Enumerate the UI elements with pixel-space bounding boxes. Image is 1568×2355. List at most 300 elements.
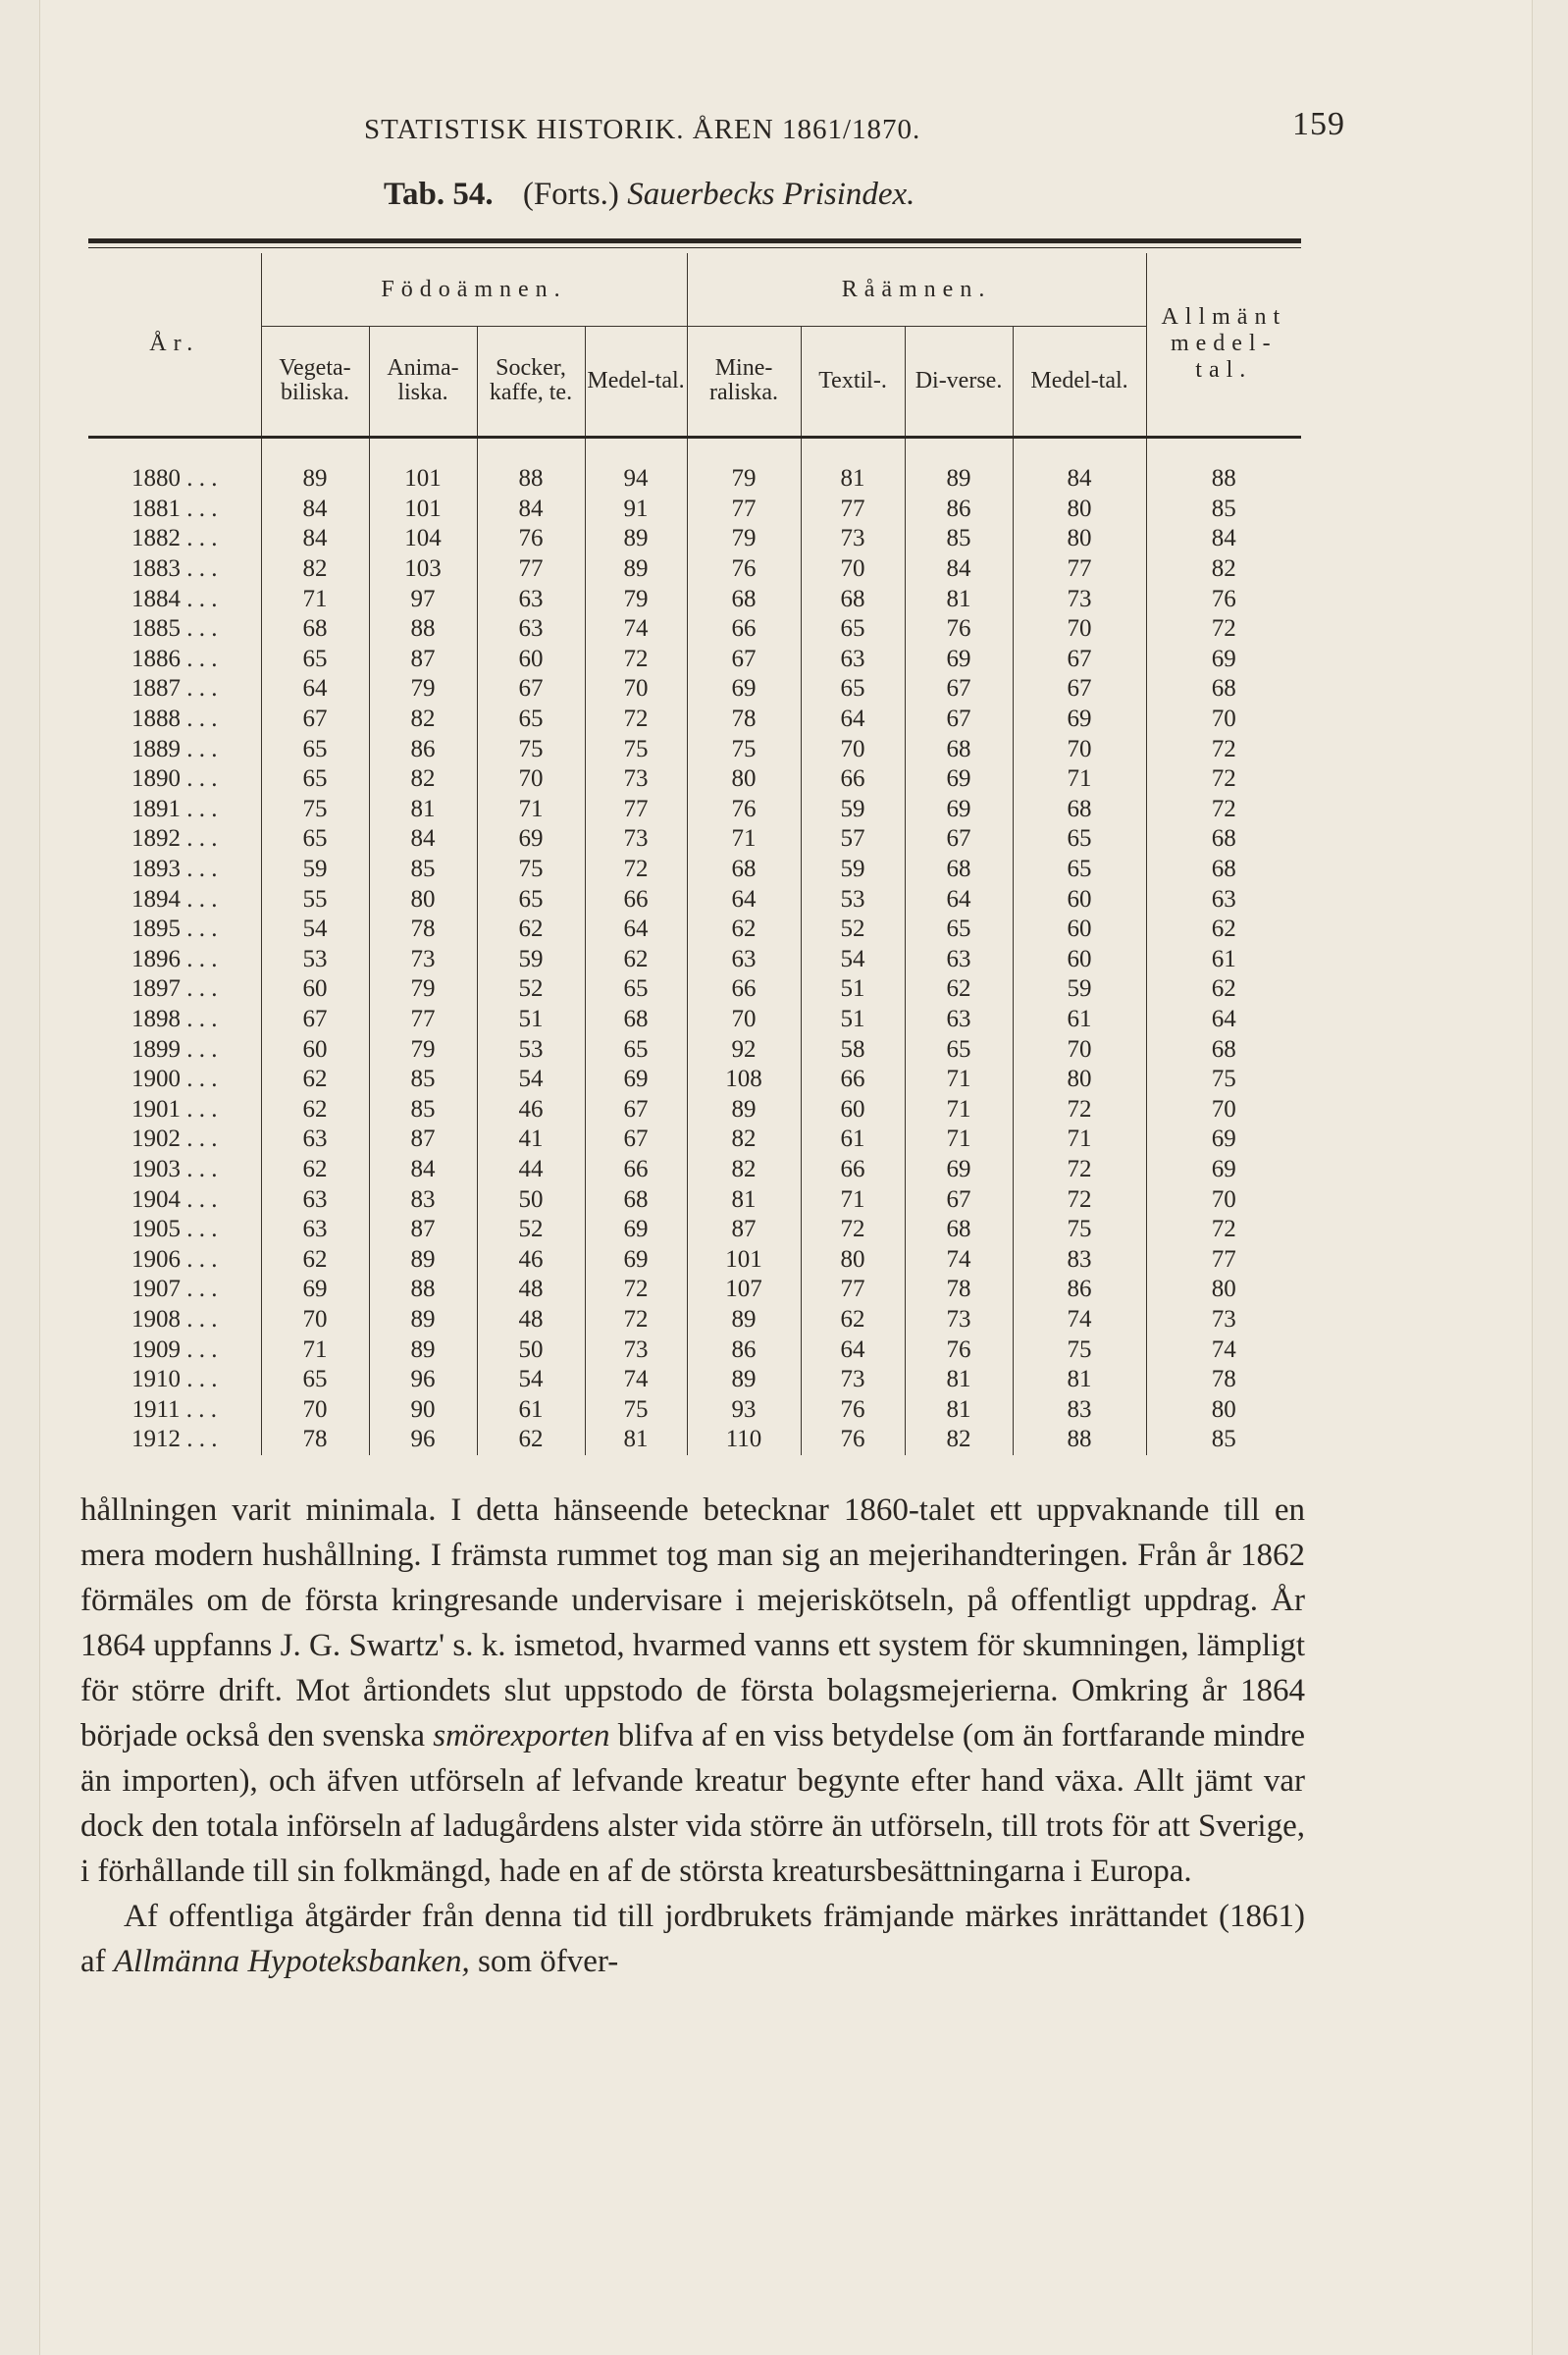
- cell-veg: 59: [261, 855, 369, 885]
- cell-all: 68: [1146, 674, 1301, 705]
- cell-mf: 67: [585, 1125, 687, 1155]
- cell-div: 67: [905, 824, 1013, 855]
- cell-min: 82: [687, 1125, 801, 1155]
- cell-tex: 60: [801, 1094, 905, 1125]
- cell-veg: 65: [261, 1365, 369, 1395]
- cell-min: 110: [687, 1425, 801, 1455]
- cell-all: 73: [1146, 1305, 1301, 1335]
- cell-soc: 67: [477, 674, 585, 705]
- cell-div: 67: [905, 705, 1013, 735]
- cell-year: 1886 . . .: [131, 645, 218, 672]
- cell-ani: 101: [369, 464, 477, 495]
- cell-ani: 84: [369, 1155, 477, 1185]
- body-text: [80, 1488, 1305, 1984]
- cell-soc: 69: [477, 824, 585, 855]
- cell-ani: 88: [369, 1275, 477, 1305]
- cell-min: 66: [687, 974, 801, 1005]
- cell-year: 1894 . . .: [131, 885, 218, 913]
- cell-tex: 58: [801, 1034, 905, 1065]
- cell-ani: 85: [369, 1065, 477, 1095]
- cell-mr: 65: [1013, 824, 1146, 855]
- cell-all: 75: [1146, 1065, 1301, 1095]
- cell-min: 108: [687, 1065, 801, 1095]
- cell-min: 77: [687, 495, 801, 525]
- cell-ani: 79: [369, 974, 477, 1005]
- cell-mf: 91: [585, 495, 687, 525]
- cell-all: 69: [1146, 1155, 1301, 1185]
- paragraph-1-end: blifva af en viss betydelse (om än fortfarande mindre än importen), och äfven utförseln af lefvande kreatur begynte efter hand växa. Allt jämt var dock den totala införseln af ladugårdens alster vida större än utförseln, till trots för att Sverige, i förhållande till sin folkmängd, hade en af de största kreatursbesättningarna i Europa.: [80, 1718, 1305, 1889]
- cell-mr: 68: [1013, 795, 1146, 825]
- cell-ani: 79: [369, 674, 477, 705]
- cell-veg: 62: [261, 1155, 369, 1185]
- cell-veg: 70: [261, 1305, 369, 1335]
- cell-mf: 69: [585, 1215, 687, 1245]
- cell-min: 89: [687, 1365, 801, 1395]
- cell-all: 74: [1146, 1334, 1301, 1365]
- table-row: [88, 764, 1301, 795]
- cell-ani: 88: [369, 614, 477, 645]
- cell-veg: 84: [261, 524, 369, 554]
- cell-year: 1897 . . .: [131, 975, 218, 1003]
- header-vegetabiliska: Vegeta-biliska.: [261, 327, 369, 436]
- cell-min: 107: [687, 1275, 801, 1305]
- cell-div: 85: [905, 524, 1013, 554]
- cell-mf: 77: [585, 795, 687, 825]
- header-diverse: Di-verse.: [905, 327, 1013, 436]
- cell-all: 76: [1146, 584, 1301, 614]
- cell-tex: 72: [801, 1215, 905, 1245]
- cell-min: 81: [687, 1184, 801, 1215]
- cell-all: 72: [1146, 734, 1301, 764]
- cell-mr: 86: [1013, 1275, 1146, 1305]
- cell-all: 72: [1146, 1215, 1301, 1245]
- header-year: År.: [149, 331, 200, 356]
- table-row: [88, 974, 1301, 1005]
- cell-mr: 83: [1013, 1244, 1146, 1275]
- price-index-table: [88, 253, 1301, 1455]
- cell-soc: 54: [477, 1365, 585, 1395]
- cell-veg: 63: [261, 1125, 369, 1155]
- cell-veg: 70: [261, 1394, 369, 1425]
- cell-year: 1889 . . .: [131, 735, 218, 762]
- cell-mf: 75: [585, 734, 687, 764]
- cell-min: 76: [687, 554, 801, 585]
- cell-ani: 87: [369, 645, 477, 675]
- cell-tex: 64: [801, 705, 905, 735]
- cell-min: 68: [687, 584, 801, 614]
- cell-veg: 63: [261, 1184, 369, 1215]
- table-row: [88, 1244, 1301, 1275]
- cell-min: 101: [687, 1244, 801, 1275]
- table-row: [88, 915, 1301, 945]
- header-socker: Socker, kaffe, te.: [477, 327, 585, 436]
- running-head: [364, 106, 1345, 149]
- cell-tex: 63: [801, 645, 905, 675]
- cell-year: 1903 . . .: [131, 1155, 218, 1182]
- cell-min: 89: [687, 1094, 801, 1125]
- cell-tex: 66: [801, 1065, 905, 1095]
- cell-mr: 80: [1013, 1065, 1146, 1095]
- table-row: [88, 795, 1301, 825]
- cell-soc: 88: [477, 464, 585, 495]
- cell-soc: 59: [477, 945, 585, 975]
- cell-mr: 70: [1013, 734, 1146, 764]
- table-top-rule-thin: [88, 247, 1301, 248]
- cell-veg: 71: [261, 584, 369, 614]
- cell-mf: 69: [585, 1244, 687, 1275]
- cell-tex: 80: [801, 1244, 905, 1275]
- cell-year: 1906 . . .: [131, 1245, 218, 1273]
- cell-div: 78: [905, 1275, 1013, 1305]
- cell-tex: 77: [801, 495, 905, 525]
- table-row: [88, 1394, 1301, 1425]
- cell-ani: 81: [369, 795, 477, 825]
- cell-veg: 64: [261, 674, 369, 705]
- cell-year: 1912 . . .: [131, 1426, 218, 1453]
- cell-div: 68: [905, 734, 1013, 764]
- cell-mf: 72: [585, 1275, 687, 1305]
- cell-year: 1896 . . .: [131, 945, 218, 972]
- cell-year: 1904 . . .: [131, 1185, 218, 1213]
- cell-all: 77: [1146, 1244, 1301, 1275]
- cell-min: 79: [687, 524, 801, 554]
- cell-div: 69: [905, 795, 1013, 825]
- cell-min: 71: [687, 824, 801, 855]
- cell-mf: 73: [585, 1334, 687, 1365]
- cell-year: 1898 . . .: [131, 1005, 218, 1032]
- cell-mr: 80: [1013, 495, 1146, 525]
- cell-ani: 96: [369, 1365, 477, 1395]
- cell-tex: 76: [801, 1425, 905, 1455]
- table-title: Sauerbecks Prisindex.: [627, 177, 915, 212]
- cell-mf: 72: [585, 645, 687, 675]
- cell-veg: 55: [261, 884, 369, 915]
- cell-ani: 83: [369, 1184, 477, 1215]
- cell-div: 65: [905, 915, 1013, 945]
- cell-year: 1911 . . .: [131, 1395, 218, 1423]
- cell-tex: 81: [801, 464, 905, 495]
- cell-min: 87: [687, 1215, 801, 1245]
- cell-ani: 87: [369, 1215, 477, 1245]
- cell-soc: 52: [477, 974, 585, 1005]
- cell-all: 85: [1146, 495, 1301, 525]
- cell-mf: 79: [585, 584, 687, 614]
- cell-tex: 59: [801, 795, 905, 825]
- cell-soc: 76: [477, 524, 585, 554]
- cell-year: 1892 . . .: [131, 825, 218, 853]
- cell-mr: 60: [1013, 945, 1146, 975]
- cell-mr: 77: [1013, 554, 1146, 585]
- cell-veg: 65: [261, 764, 369, 795]
- cell-mf: 62: [585, 945, 687, 975]
- cell-tex: 70: [801, 554, 905, 585]
- table-row: [88, 1334, 1301, 1365]
- cell-mr: 61: [1013, 1005, 1146, 1035]
- paragraph-2-end: som öfver-: [478, 1944, 619, 1979]
- cell-veg: 65: [261, 645, 369, 675]
- cell-all: 78: [1146, 1365, 1301, 1395]
- cell-all: 72: [1146, 795, 1301, 825]
- cell-all: 70: [1146, 1184, 1301, 1215]
- cell-mf: 73: [585, 764, 687, 795]
- cell-mr: 60: [1013, 915, 1146, 945]
- cell-min: 82: [687, 1155, 801, 1185]
- table-row: [88, 1155, 1301, 1185]
- cell-mf: 68: [585, 1005, 687, 1035]
- cell-soc: 60: [477, 645, 585, 675]
- cell-ani: 85: [369, 1094, 477, 1125]
- cell-min: 68: [687, 855, 801, 885]
- cell-min: 89: [687, 1305, 801, 1335]
- cell-div: 86: [905, 495, 1013, 525]
- cell-tex: 62: [801, 1305, 905, 1335]
- cell-tex: 59: [801, 855, 905, 885]
- cell-all: 70: [1146, 1094, 1301, 1125]
- cell-tex: 64: [801, 1334, 905, 1365]
- cell-mr: 75: [1013, 1215, 1146, 1245]
- cell-tex: 68: [801, 584, 905, 614]
- table-row: [88, 1005, 1301, 1035]
- cell-div: 69: [905, 645, 1013, 675]
- cell-year: 1880 . . .: [131, 465, 218, 493]
- cell-mr: 75: [1013, 1334, 1146, 1365]
- cell-mr: 88: [1013, 1425, 1146, 1455]
- cell-mr: 80: [1013, 524, 1146, 554]
- table-row: [88, 554, 1301, 585]
- cell-veg: 60: [261, 1034, 369, 1065]
- table-row: [88, 1365, 1301, 1395]
- cell-div: 69: [905, 764, 1013, 795]
- table-row: [88, 495, 1301, 525]
- cell-veg: 89: [261, 464, 369, 495]
- cell-min: 70: [687, 1005, 801, 1035]
- cell-ani: 73: [369, 945, 477, 975]
- cell-mr: 59: [1013, 974, 1146, 1005]
- cell-mr: 84: [1013, 464, 1146, 495]
- table-row: [88, 1094, 1301, 1125]
- cell-soc: 65: [477, 884, 585, 915]
- cell-soc: 75: [477, 855, 585, 885]
- cell-min: 79: [687, 464, 801, 495]
- table-row: [88, 1305, 1301, 1335]
- table-row: [88, 855, 1301, 885]
- cell-mr: 60: [1013, 884, 1146, 915]
- cell-all: 68: [1146, 1034, 1301, 1065]
- cell-min: 75: [687, 734, 801, 764]
- table-row: [88, 524, 1301, 554]
- table-row: [88, 824, 1301, 855]
- cell-mf: 70: [585, 674, 687, 705]
- cell-mf: 74: [585, 1365, 687, 1395]
- cell-tex: 73: [801, 1365, 905, 1395]
- cell-ani: 90: [369, 1394, 477, 1425]
- table-row: [88, 734, 1301, 764]
- cell-year: 1909 . . .: [131, 1335, 218, 1363]
- cell-mr: 67: [1013, 674, 1146, 705]
- cell-min: 86: [687, 1334, 801, 1365]
- paragraph-2-italic: Allmänna Hypoteksbanken,: [113, 1944, 470, 1979]
- cell-div: 68: [905, 1215, 1013, 1245]
- cell-soc: 48: [477, 1305, 585, 1335]
- cell-tex: 77: [801, 1275, 905, 1305]
- cell-div: 63: [905, 945, 1013, 975]
- cell-div: 89: [905, 464, 1013, 495]
- cell-div: 65: [905, 1034, 1013, 1065]
- cell-year: 1884 . . .: [131, 585, 218, 612]
- cell-div: 82: [905, 1425, 1013, 1455]
- cell-all: 68: [1146, 824, 1301, 855]
- table-forts: (Forts.): [522, 177, 619, 212]
- cell-ani: 80: [369, 884, 477, 915]
- cell-tex: 71: [801, 1184, 905, 1215]
- cell-year: 1882 . . .: [131, 525, 218, 552]
- table-label: Tab. 54.: [384, 177, 494, 212]
- table-row: [88, 1125, 1301, 1155]
- header-medeltal-raw: Medel-tal.: [1013, 327, 1146, 436]
- cell-mf: 74: [585, 614, 687, 645]
- cell-ani: 103: [369, 554, 477, 585]
- cell-veg: 75: [261, 795, 369, 825]
- running-head-title: STATISTISK HISTORIK. ÅREN 1861/1870.: [364, 114, 921, 145]
- cell-div: 71: [905, 1094, 1013, 1125]
- table-row: [88, 705, 1301, 735]
- cell-all: 72: [1146, 614, 1301, 645]
- cell-mr: 69: [1013, 705, 1146, 735]
- cell-tex: 53: [801, 884, 905, 915]
- cell-mr: 73: [1013, 584, 1146, 614]
- cell-mr: 72: [1013, 1094, 1146, 1125]
- cell-ani: 82: [369, 764, 477, 795]
- cell-div: 81: [905, 1365, 1013, 1395]
- cell-tex: 51: [801, 1005, 905, 1035]
- cell-mr: 70: [1013, 614, 1146, 645]
- cell-div: 67: [905, 1184, 1013, 1215]
- cell-ani: 78: [369, 915, 477, 945]
- cell-tex: 66: [801, 764, 905, 795]
- cell-all: 72: [1146, 764, 1301, 795]
- cell-soc: 52: [477, 1215, 585, 1245]
- cell-mr: 72: [1013, 1155, 1146, 1185]
- cell-mf: 67: [585, 1094, 687, 1125]
- cell-mr: 71: [1013, 1125, 1146, 1155]
- cell-min: 92: [687, 1034, 801, 1065]
- header-animaliska: Anima-liska.: [369, 327, 477, 436]
- cell-div: 76: [905, 614, 1013, 645]
- cell-min: 64: [687, 884, 801, 915]
- table-row: [88, 1065, 1301, 1095]
- paragraph-2: [80, 1894, 1305, 1984]
- cell-ani: 82: [369, 705, 477, 735]
- cell-year: 1893 . . .: [131, 856, 218, 883]
- table-row: [88, 464, 1301, 495]
- cell-veg: 67: [261, 705, 369, 735]
- table-row: [88, 674, 1301, 705]
- cell-mf: 94: [585, 464, 687, 495]
- cell-mf: 72: [585, 1305, 687, 1335]
- cell-veg: 60: [261, 974, 369, 1005]
- cell-div: 67: [905, 674, 1013, 705]
- cell-mf: 64: [585, 915, 687, 945]
- cell-all: 84: [1146, 524, 1301, 554]
- cell-all: 80: [1146, 1394, 1301, 1425]
- cell-mr: 74: [1013, 1305, 1146, 1335]
- cell-div: 76: [905, 1334, 1013, 1365]
- cell-ani: 97: [369, 584, 477, 614]
- header-group-raw: Råämnen.: [687, 253, 1146, 327]
- cell-div: 64: [905, 884, 1013, 915]
- cell-year: 1891 . . .: [131, 795, 218, 822]
- cell-ani: 104: [369, 524, 477, 554]
- paragraph-2-start: Af offentliga åtgärder från denna tid till jordbrukets främjande märkes inrättandet (1861) af: [80, 1899, 1305, 1979]
- cell-ani: 79: [369, 1034, 477, 1065]
- table-row: [88, 945, 1301, 975]
- cell-min: 62: [687, 915, 801, 945]
- cell-div: 63: [905, 1005, 1013, 1035]
- cell-div: 68: [905, 855, 1013, 885]
- cell-year: 1905 . . .: [131, 1216, 218, 1243]
- cell-mf: 81: [585, 1425, 687, 1455]
- cell-all: 63: [1146, 884, 1301, 915]
- cell-all: 82: [1146, 554, 1301, 585]
- cell-all: 70: [1146, 705, 1301, 735]
- cell-div: 71: [905, 1065, 1013, 1095]
- cell-tex: 66: [801, 1155, 905, 1185]
- cell-tex: 51: [801, 974, 905, 1005]
- cell-tex: 76: [801, 1394, 905, 1425]
- cell-year: 1899 . . .: [131, 1035, 218, 1063]
- cell-year: 1890 . . .: [131, 765, 218, 793]
- cell-mf: 65: [585, 974, 687, 1005]
- cell-veg: 62: [261, 1244, 369, 1275]
- cell-soc: 75: [477, 734, 585, 764]
- cell-mr: 67: [1013, 645, 1146, 675]
- table-caption: [384, 177, 915, 213]
- cell-all: 80: [1146, 1275, 1301, 1305]
- cell-mf: 66: [585, 884, 687, 915]
- cell-mr: 70: [1013, 1034, 1146, 1065]
- cell-veg: 63: [261, 1215, 369, 1245]
- cell-veg: 53: [261, 945, 369, 975]
- cell-soc: 63: [477, 614, 585, 645]
- cell-soc: 77: [477, 554, 585, 585]
- cell-all: 64: [1146, 1005, 1301, 1035]
- cell-soc: 41: [477, 1125, 585, 1155]
- cell-soc: 63: [477, 584, 585, 614]
- cell-veg: 69: [261, 1275, 369, 1305]
- cell-tex: 54: [801, 945, 905, 975]
- table-body: [88, 464, 1301, 1455]
- cell-mf: 72: [585, 855, 687, 885]
- cell-div: 62: [905, 974, 1013, 1005]
- cell-year: 1888 . . .: [131, 706, 218, 733]
- header-medeltal-food: Medel-tal.: [585, 327, 687, 436]
- cell-tex: 52: [801, 915, 905, 945]
- cell-soc: 65: [477, 705, 585, 735]
- cell-min: 76: [687, 795, 801, 825]
- cell-ani: 85: [369, 855, 477, 885]
- cell-min: 69: [687, 674, 801, 705]
- table-row: [88, 1184, 1301, 1215]
- cell-mf: 68: [585, 1184, 687, 1215]
- cell-mf: 89: [585, 554, 687, 585]
- cell-mf: 66: [585, 1155, 687, 1185]
- cell-all: 62: [1146, 915, 1301, 945]
- cell-soc: 48: [477, 1275, 585, 1305]
- cell-mf: 72: [585, 705, 687, 735]
- header-mineraliska: Mine-raliska.: [687, 327, 801, 436]
- cell-year: 1908 . . .: [131, 1305, 218, 1333]
- table-row: [88, 884, 1301, 915]
